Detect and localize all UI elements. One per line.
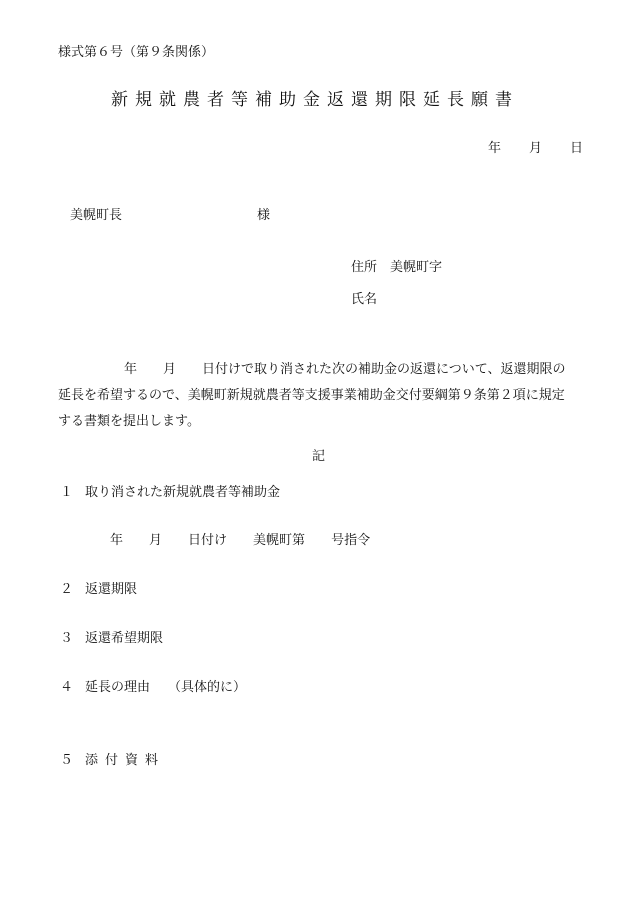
body-year: 年 [124,362,138,377]
detail-month: 月 [149,533,163,548]
item-1-detail [110,533,370,549]
name-label: 氏名 [351,292,378,307]
date-line [488,141,583,157]
item-label: 返還希望期限 [85,631,164,646]
item-number: ２ [60,582,74,597]
item-3 [60,631,163,647]
item-note: （具体的に） [168,680,247,695]
item-number: ５ [60,753,74,768]
addressee-honorific: 様 [257,208,271,223]
body-line-2: 延長を希望するので、美幌町新規就農者等支援事業補助金交付要綱第９条第２項に規定 [58,388,565,403]
address-label: 住所 [351,260,378,275]
item-number: ４ [60,680,74,695]
date-day: 日 [570,141,584,156]
item-label: 取り消された新規就農者等補助金 [85,485,281,500]
item-5 [60,753,165,769]
item-label: 延長の理由 [85,680,151,695]
item-4 [60,680,246,696]
detail-year: 年 [110,533,124,548]
body-month: 月 [163,362,177,377]
date-month: 月 [529,141,543,156]
item-label: 添付資料 [85,753,166,768]
detail-day: 日付け [188,533,228,548]
item-number: １ [60,485,74,500]
page-title: 新規就農者等補助金返還期限延長願書 [111,90,519,110]
detail-town: 美幌町第 [253,533,306,548]
form-number: 様式第６号（第９条関係） [58,45,215,60]
item-label: 返還期限 [85,582,138,597]
body-line-3: する書類を提出します。 [58,414,200,429]
address-value: 美幌町字 [390,260,443,275]
body-line1-rest: 日付けで取り消された次の補助金の返還について、返還期限の [202,362,566,377]
item-number: ３ [60,631,74,646]
ki-heading: 記 [312,449,326,464]
item-1 [60,485,280,501]
date-year: 年 [488,141,502,156]
body-line-1 [124,362,566,378]
addressee: 美幌町長 [70,208,123,223]
item-2 [60,582,137,598]
detail-order: 号指令 [331,533,371,548]
